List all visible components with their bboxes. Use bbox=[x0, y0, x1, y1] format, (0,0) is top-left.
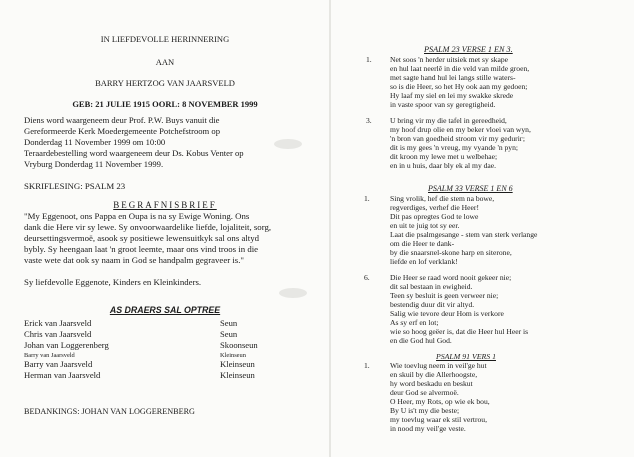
service-line: Donderdag 11 November 1999 om 10:00 bbox=[24, 137, 166, 147]
verse-number: 1. bbox=[364, 194, 370, 203]
verse-line: met sagte hand hul lei langs stille waters- bbox=[390, 73, 516, 82]
verse-line: en uit te juig tot sy eer. bbox=[390, 221, 460, 230]
verse-line: in nood my veil'ge veste. bbox=[390, 424, 466, 433]
service-line: Diens word waargeneem deur Prof. P.W. Buys vanuit die bbox=[24, 115, 220, 125]
acknowledgements: BEDANKINGS: JOHAN VAN LOGGERENBERG bbox=[24, 407, 195, 416]
bearer-name: Johan van Loggerenberg bbox=[24, 340, 109, 350]
family-signoff: Sy liefdevolle Eggenote, Kinders en Kleinkinders. bbox=[24, 277, 202, 287]
verse-line: Teen sy besluit is geen verweer nie; bbox=[390, 291, 499, 300]
letter-line: "My Eggenoot, ons Pappa en Oupa is na sy Ewige Woning. Ons bbox=[24, 211, 250, 221]
verse-line: bestendig duur dit vir altyd. bbox=[390, 300, 475, 309]
verse-line: in vaste spoor van sy geregtigheid. bbox=[390, 100, 496, 109]
verse-line: wie so hoog geëer is, dat die Heer hul Heer is bbox=[390, 327, 529, 336]
service-line: Teraardebestelling word waargeneem deur Ds. Kobus Venter op bbox=[24, 148, 244, 158]
verse-line: en skuil by die Allerhoogste, bbox=[390, 370, 478, 379]
verse-line: so is die Heer, so het Hy ook aan my gedoen; bbox=[390, 82, 528, 91]
verse-line: As sy erf en lot; bbox=[390, 318, 439, 327]
right-page bbox=[330, 0, 634, 457]
verse-number: 3. bbox=[366, 116, 372, 125]
verse-line: liefde en lof verklank! bbox=[390, 257, 458, 266]
bearer-relation: Seun bbox=[220, 318, 238, 328]
verse-line: en die God hul God. bbox=[390, 336, 452, 345]
letter-line: bybly. Sy heengaan laat 'n groot leemte, maar ons vind troos in die bbox=[24, 244, 259, 254]
verse-line: deur God se alvermoë. bbox=[390, 388, 459, 397]
verse-line: Hy laaf my siel en lei my swakke skrede bbox=[390, 91, 514, 100]
verse-number: 1. bbox=[364, 361, 370, 370]
letter-title: BEGRAFNISBRIEF bbox=[113, 200, 217, 210]
verse-line: Laat die psalmgesange - stem van sterk verlange bbox=[390, 230, 538, 239]
bearer-relation: Kleinseun bbox=[220, 359, 255, 369]
bearers-title: AS DRAERS SAL OPTREE bbox=[109, 305, 221, 315]
memorial-heading: IN LIEFDEVOLLE HERINNERING bbox=[100, 34, 230, 44]
paper-shadow bbox=[274, 139, 302, 149]
verse-line: hy word beskadu en beskut bbox=[390, 379, 473, 388]
verse-line: om die Heer te dank- bbox=[390, 239, 455, 248]
verse-line: regverdiges, verhef die Heer! bbox=[390, 203, 479, 212]
scripture-reading: SKRIFLESING: PSALM 23 bbox=[24, 181, 126, 191]
bearer-name: Chris van Jaarsveld bbox=[24, 329, 92, 339]
bearer-name: Erick van Jaarsveld bbox=[24, 318, 92, 328]
verse-line: Net soos 'n herder uitsiek met sy skape bbox=[390, 55, 508, 64]
letter-line: vaste wete dat ook sy naam in God se handpalm gegraveer is." bbox=[24, 255, 245, 265]
verse-number: 6. bbox=[364, 273, 370, 282]
verse-line: en in u huis, daar bly ek al my dae. bbox=[390, 161, 497, 170]
verse-line: U bring vir my die tafel in gereedheid, bbox=[390, 116, 507, 125]
deceased-name: BARRY HERTZOG VAN JAARSVELD bbox=[95, 78, 235, 88]
verse-line: 'n bron van goedheid stroom vir my geduriг; bbox=[390, 134, 526, 143]
verse-number: 1. bbox=[366, 55, 372, 64]
service-line: Gereformeerde Kerk Moedergemeente Potchefstroom op bbox=[24, 126, 220, 136]
bearer-relation: Skoonseun bbox=[220, 340, 258, 350]
verse-line: O Heer, my Rots, op wie ek bou, bbox=[390, 397, 490, 406]
paper-shadow bbox=[279, 288, 307, 298]
aan-label: AAN bbox=[155, 57, 175, 67]
bearer-relation: Seun bbox=[220, 329, 238, 339]
verse-line: Sing vrolik, hef die stem na bowe, bbox=[390, 194, 495, 203]
bearer-relation: Kleinseun bbox=[220, 352, 246, 359]
verse-line: dit kroon my lewe met u welbehae; bbox=[390, 152, 498, 161]
psalm-33-title: PSALM 33 VERSE 1 EN 6 bbox=[428, 184, 513, 193]
psalm-91-title: PSALM 91 VERS 1 bbox=[436, 352, 496, 361]
verse-line: Salig wie tevore deur Hom is verkore bbox=[390, 309, 504, 318]
service-line: Vryburg Donderdag 11 November 1999. bbox=[24, 159, 164, 169]
bearer-name: Herman van Jaarsveld bbox=[24, 370, 101, 380]
verse-line: Die Heer se raad word nooit gekeer nie; bbox=[390, 273, 512, 282]
letter-line: deursettingsvermoë, asook sy positiewe lewensuitkyk sal ons altyd bbox=[24, 233, 260, 243]
birth-death-dates: GEB: 21 JULIE 1915 OORL: 8 NOVEMBER 1999 bbox=[72, 99, 258, 109]
psalm-23-title: PSALM 23 VERSE 1 EN 3. bbox=[424, 45, 513, 54]
verse-line: my hoof drup olie en my beker vloei van wyn, bbox=[390, 125, 531, 134]
verse-line: Dit pas opregtes God te lowe bbox=[390, 212, 479, 221]
verse-line: dit is my gees 'n vreug, my vyande 'n pyn; bbox=[390, 143, 519, 152]
verse-line: my toevlug waar ek stil vertrou, bbox=[390, 415, 488, 424]
verse-line: Wie toevlug neem in veil'ge hut bbox=[390, 361, 487, 370]
verse-line: by die snaarsпel-skone harp en siterone, bbox=[390, 248, 512, 257]
bearer-name: Barry van Jaarsveld bbox=[24, 352, 75, 359]
verse-line: By U is't my die beste; bbox=[390, 406, 460, 415]
bearer-relation: Kleinseun bbox=[220, 370, 255, 380]
letter-line: dank die Here vir sy lewe. Sy onvoorwaardelike liefde, lojaliteit, sorg, bbox=[24, 222, 272, 232]
bearer-name: Barry van Jaarsveld bbox=[24, 359, 93, 369]
verse-line: en hul laat neerlê in die veld van milde groen, bbox=[390, 64, 530, 73]
verse-line: dit sal bestaan in ewigheid. bbox=[390, 282, 473, 291]
